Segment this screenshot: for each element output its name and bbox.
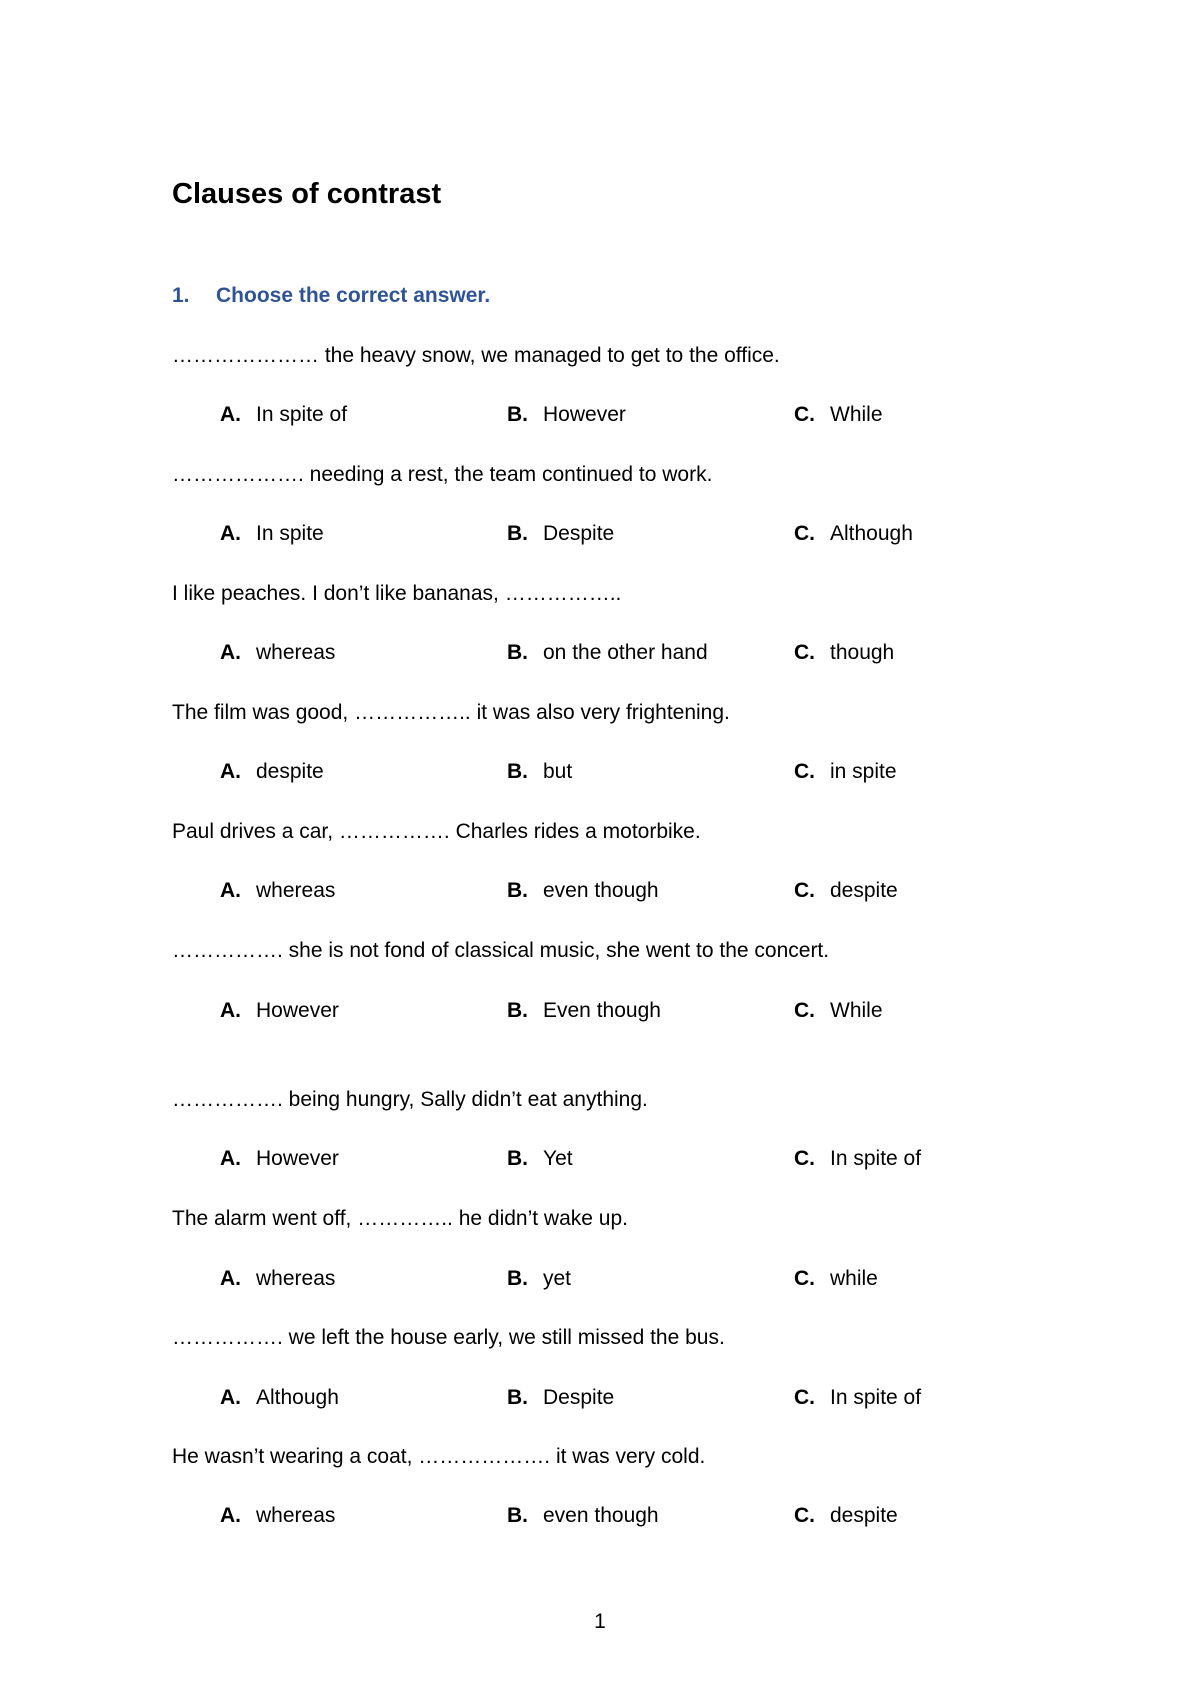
question-options xyxy=(0,758,1200,786)
option-text: on the other hand xyxy=(543,641,708,664)
option-text: whereas xyxy=(256,1267,336,1290)
option-text: However xyxy=(256,999,339,1022)
question-options xyxy=(0,520,1200,548)
option-c[interactable] xyxy=(794,1145,921,1173)
option-text: whereas xyxy=(256,1504,336,1527)
option-letter: B. xyxy=(507,1386,528,1409)
option-a[interactable] xyxy=(220,639,335,667)
question-options xyxy=(0,401,1200,429)
option-letter: C. xyxy=(794,879,815,902)
option-letter: A. xyxy=(220,641,241,664)
question-options xyxy=(0,877,1200,905)
question-options xyxy=(0,639,1200,667)
option-letter: C. xyxy=(794,1267,815,1290)
option-a[interactable] xyxy=(220,520,324,548)
option-letter: A. xyxy=(220,1386,241,1409)
option-letter: B. xyxy=(507,522,528,545)
question-text: ………………… the heavy snow, we managed to get to the office. xyxy=(172,344,780,367)
option-text: Even though xyxy=(543,999,661,1022)
option-text: In spite xyxy=(256,522,324,545)
option-b[interactable] xyxy=(507,1384,614,1412)
option-letter: C. xyxy=(794,403,815,426)
option-b[interactable] xyxy=(507,401,626,429)
option-text: whereas xyxy=(256,879,336,902)
question-text: Paul drives a car, ……………. Charles rides a motorbike. xyxy=(172,820,701,843)
option-a[interactable] xyxy=(220,1384,339,1412)
option-text: Although xyxy=(256,1386,339,1409)
option-letter: A. xyxy=(220,522,241,545)
option-b[interactable] xyxy=(507,1265,571,1293)
option-letter: A. xyxy=(220,1267,241,1290)
question-options xyxy=(0,1384,1200,1412)
exercise-heading xyxy=(172,282,490,310)
option-letter: A. xyxy=(220,879,241,902)
option-c[interactable] xyxy=(794,401,883,429)
option-text: even though xyxy=(543,1504,659,1527)
option-text: in spite xyxy=(830,760,897,783)
question-options xyxy=(0,1502,1200,1530)
question-text: ……………. being hungry, Sally didn’t eat anything. xyxy=(172,1088,648,1111)
option-text: Despite xyxy=(543,1386,615,1409)
option-letter: C. xyxy=(794,522,815,545)
option-letter: B. xyxy=(507,403,528,426)
option-letter: A. xyxy=(220,403,241,426)
option-letter: B. xyxy=(507,999,528,1022)
option-c[interactable] xyxy=(794,758,897,786)
option-text: While xyxy=(830,403,883,426)
option-a[interactable] xyxy=(220,1265,335,1293)
option-letter: A. xyxy=(220,999,241,1022)
option-a[interactable] xyxy=(220,1502,335,1530)
option-a[interactable] xyxy=(220,1145,339,1173)
option-b[interactable] xyxy=(507,520,614,548)
option-b[interactable] xyxy=(507,1145,573,1173)
option-text: Despite xyxy=(543,522,615,545)
page-title: Clauses of contrast xyxy=(172,178,442,210)
option-text: though xyxy=(830,641,895,664)
question-text: The film was good, …………….. it was also very frightening. xyxy=(172,701,730,724)
option-text: Although xyxy=(830,522,913,545)
option-letter: B. xyxy=(507,879,528,902)
question-options xyxy=(0,1265,1200,1293)
option-letter: B. xyxy=(507,1147,528,1170)
option-text: While xyxy=(830,999,883,1022)
option-c[interactable] xyxy=(794,1502,898,1530)
option-text: while xyxy=(830,1267,878,1290)
option-letter: C. xyxy=(794,999,815,1022)
option-text: even though xyxy=(543,879,659,902)
question-options xyxy=(0,1145,1200,1173)
option-c[interactable] xyxy=(794,997,883,1025)
option-letter: C. xyxy=(794,1147,815,1170)
question-options xyxy=(0,997,1200,1025)
option-text: In spite of xyxy=(830,1147,922,1170)
option-text: However xyxy=(543,403,626,426)
option-a[interactable] xyxy=(220,997,339,1025)
exercise-instruction: Choose the correct answer. xyxy=(216,284,491,307)
exercise-number: 1. xyxy=(172,284,190,307)
option-c[interactable] xyxy=(794,520,913,548)
option-letter: B. xyxy=(507,1504,528,1527)
option-letter: B. xyxy=(507,760,528,783)
option-a[interactable] xyxy=(220,401,347,429)
option-b[interactable] xyxy=(507,639,708,667)
question-text: He wasn’t wearing a coat, ………………. it was very cold. xyxy=(172,1445,706,1468)
option-letter: C. xyxy=(794,641,815,664)
option-c[interactable] xyxy=(794,1384,921,1412)
option-letter: B. xyxy=(507,1267,528,1290)
option-text: In spite of xyxy=(256,403,348,426)
option-text: Yet xyxy=(543,1147,573,1170)
option-letter: A. xyxy=(220,1504,241,1527)
option-letter: C. xyxy=(794,760,815,783)
option-text: despite xyxy=(830,879,898,902)
option-text: However xyxy=(256,1147,339,1170)
option-letter: A. xyxy=(220,760,241,783)
option-text: In spite of xyxy=(830,1386,922,1409)
page-number: 1 xyxy=(594,1610,606,1633)
option-b[interactable] xyxy=(507,877,659,905)
option-text: whereas xyxy=(256,641,336,664)
option-letter: A. xyxy=(220,1147,241,1170)
option-text: yet xyxy=(543,1267,572,1290)
option-letter: C. xyxy=(794,1386,815,1409)
option-letter: C. xyxy=(794,1504,815,1527)
option-b[interactable] xyxy=(507,1502,659,1530)
question-text: ………………. needing a rest, the team continued to work. xyxy=(172,463,713,486)
option-c[interactable] xyxy=(794,877,898,905)
option-b[interactable] xyxy=(507,997,661,1025)
question-text: The alarm went off, ………….. he didn’t wake up. xyxy=(172,1207,628,1230)
question-text: ……………. we left the house early, we still missed the bus. xyxy=(172,1326,725,1349)
option-c[interactable] xyxy=(794,1265,878,1293)
option-letter: B. xyxy=(507,641,528,664)
question-text: I like peaches. I don’t like bananas, …………….. xyxy=(172,582,622,605)
question-text: ……………. she is not fond of classical music, she went to the concert. xyxy=(172,939,830,962)
option-b[interactable] xyxy=(507,758,572,786)
option-text: despite xyxy=(256,760,324,783)
option-c[interactable] xyxy=(794,639,894,667)
option-a[interactable] xyxy=(220,758,324,786)
option-a[interactable] xyxy=(220,877,335,905)
option-text: despite xyxy=(830,1504,898,1527)
option-text: but xyxy=(543,760,573,783)
